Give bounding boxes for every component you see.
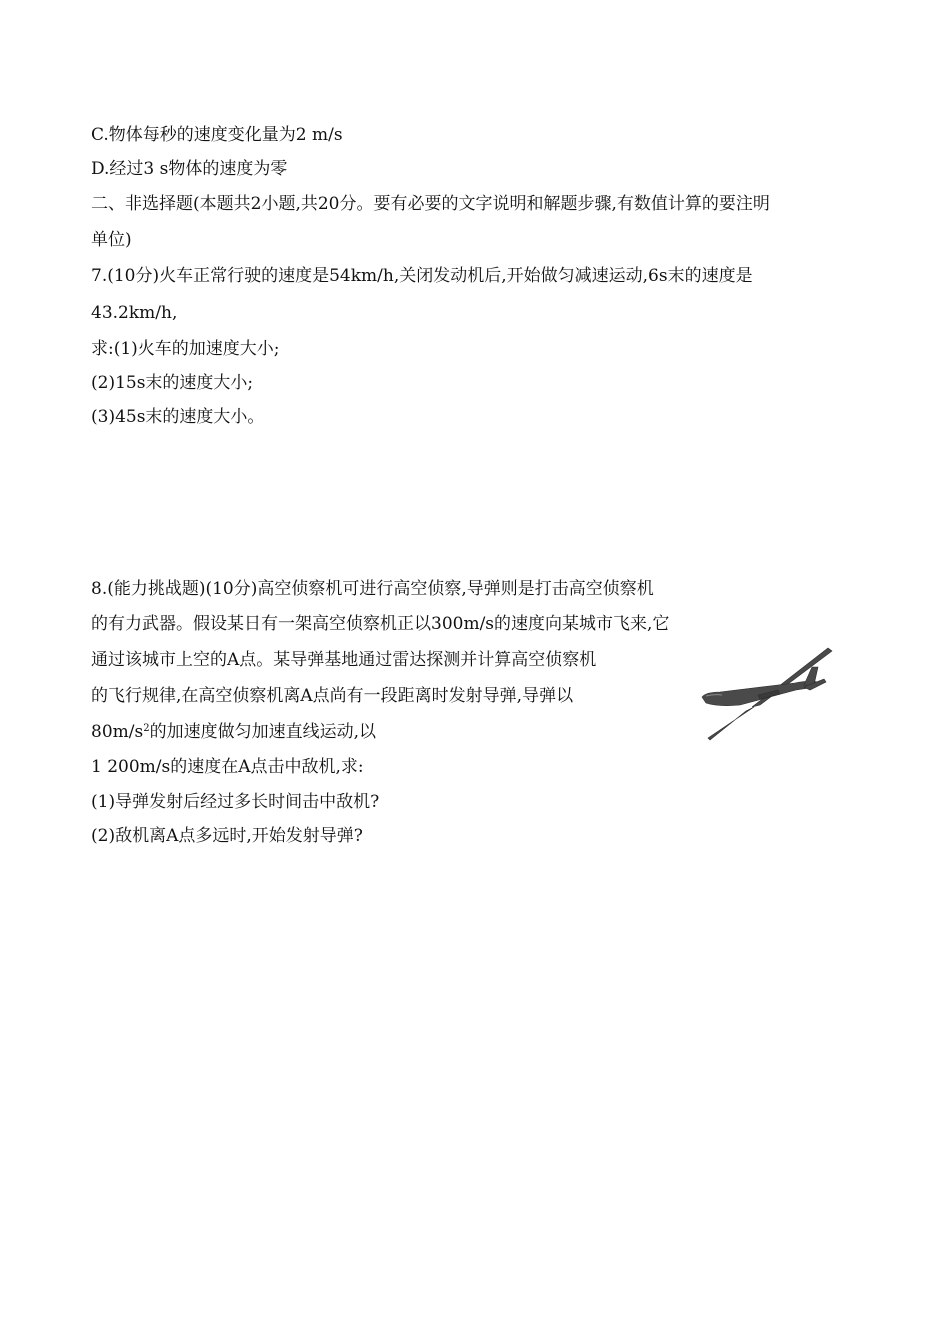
q8-part2: (2)敌机离A点多远时,开始发射导弹?: [91, 826, 363, 846]
q8-accel-text: 的加速度做匀加速直线运动,以: [149, 722, 376, 742]
q8-accel-value: 80m/s: [91, 722, 144, 742]
q8-stem-line4: 的飞行规律,在高空侦察机离A点尚有一段距离时发射导弹,导弹以: [91, 686, 574, 706]
q8-stem-line3: 通过该城市上空的A点。某导弹基地通过雷达探测并计算高空侦察机: [91, 650, 597, 670]
section2-heading-cont: 单位): [91, 230, 132, 250]
q8-stem-line5: [91, 721, 376, 743]
q7-stem: 7.(10分)火车正常行驶的速度是54km/h,关闭发动机后,开始做匀减速运动,6s末的速度是: [91, 266, 753, 286]
q8-stem-line6: 1 200m/s的速度在A点击中敌机,求:: [91, 757, 364, 777]
q7-part3: (3)45s末的速度大小。: [91, 407, 265, 427]
q8-accel-exponent: 2: [143, 723, 150, 734]
option-c: C.物体每秒的速度变化量为2 m/s: [91, 125, 343, 145]
q8-part1: (1)导弹发射后经过多长时间击中敌机?: [91, 792, 380, 812]
q7-stem-cont: 43.2km/h,: [91, 303, 178, 323]
q8-stem-line1: 8.(能力挑战题)(10分)高空侦察机可进行高空侦察,导弹则是打击高空侦察机: [91, 579, 654, 599]
q7-part2: (2)15s末的速度大小;: [91, 373, 254, 393]
section2-heading: 二、非选择题(本题共2小题,共20分。要有必要的文字说明和解题步骤,有数值计算的要注明: [91, 194, 770, 214]
q8-stem-line2: 的有力武器。假设某日有一架高空侦察机正以300m/s的速度向某城市飞来,它: [91, 614, 670, 634]
option-d: D.经过3 s物体的速度为零: [91, 159, 288, 179]
q7-part1: 求:(1)火车的加速度大小;: [91, 339, 280, 359]
reconnaissance-plane-icon: [700, 645, 835, 745]
